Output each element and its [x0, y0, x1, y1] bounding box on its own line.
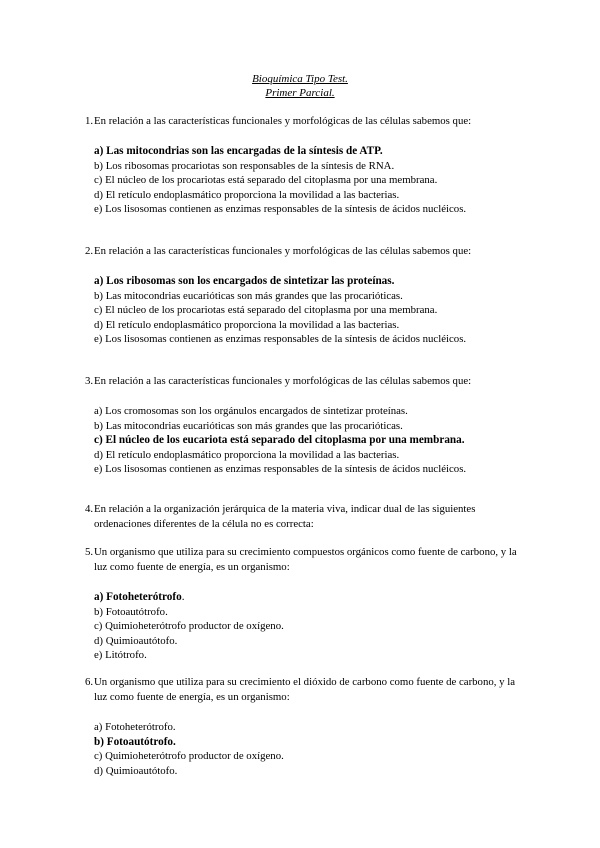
option-c: c) El núcleo de los procariotas está separado del citoplasma por una membrana. — [94, 174, 438, 186]
option-b: b) Los ribosomas procariotas son responsables de la síntesis de RNA. — [94, 159, 395, 172]
option-c: c) Quimioheterótrofo productor de oxígeno. — [94, 750, 284, 762]
options-list — [85, 274, 525, 347]
option-a: a) Los ribosomas son los encargados de sintetizar las proteínas. — [94, 275, 395, 287]
question-stem — [85, 675, 525, 705]
question-number: 5. — [85, 546, 94, 558]
document-subtitle: Primer Parcial. — [265, 87, 335, 99]
question-number: 3. — [85, 375, 94, 387]
option-c: c) El núcleo de los procariotas está separado del citoplasma por una membrana. — [94, 304, 438, 316]
question-text: En relación a las características funcionales y morfológicas de las células sabemos que: — [94, 375, 472, 387]
option-e: e) Los lisosomas contienen as enzimas responsables de la síntesis de ácidos nucléicos. — [94, 333, 467, 345]
question-6 — [85, 675, 525, 778]
question-stem — [85, 114, 525, 129]
question-5 — [85, 545, 525, 663]
option-b: b) Las mitocondrias eucarióticas son más grandes que las procarióticas. — [94, 289, 403, 302]
question-stem — [85, 545, 525, 575]
option-a-text: a) Fotoheterótrofo — [94, 591, 182, 603]
option-d: d) El retículo endoplasmático proporciona la movilidad a las bacterias. — [94, 448, 400, 461]
option-b: b) Fotoautótrofo. — [94, 735, 176, 748]
option-a: a) Los cromosomas son los orgánulos encargados de sintetizar proteínas. — [94, 405, 408, 417]
option-d: d) Quimioautótofo. — [94, 764, 178, 777]
option-c: c) Quimioheterótrofo productor de oxígeno. — [94, 620, 284, 632]
question-stem — [85, 244, 525, 259]
option-a — [94, 590, 525, 605]
question-text: Un organismo que utiliza para su crecimiento el dióxido de carbono como fuente de carbono, y la luz como fuente de energía, es un organismo: — [94, 676, 516, 703]
option-d: d) El retículo endoplasmático proporciona la movilidad a las bacterias. — [94, 188, 400, 201]
option-a: a) Las mitocondrias son las encargadas de la síntesis de ATP. — [94, 145, 383, 157]
option-e: e) Los lisosomas contienen as enzimas responsables de la síntesis de ácidos nucléicos. — [94, 203, 467, 215]
question-4 — [85, 502, 525, 532]
question-1 — [85, 114, 525, 217]
option-d: d) Quimioautótofo. — [94, 634, 178, 647]
option-a: a) Fotoheterótrofo. — [94, 721, 176, 733]
question-text: Un organismo que utiliza para su crecimiento compuestos orgánicos como fuente de carbono, y la luz como fuente de energía, es un organismo: — [94, 546, 517, 573]
question-number: 2. — [85, 245, 94, 257]
question-2 — [85, 244, 525, 347]
question-text: En relación a las características funcionales y morfológicas de las células sabemos que: — [94, 245, 472, 257]
option-a-period: . — [181, 591, 185, 603]
question-number: 6. — [85, 676, 94, 688]
option-d: d) El retículo endoplasmático proporciona la movilidad a las bacterias. — [94, 318, 400, 331]
option-b: b) Fotoautótrofo. — [94, 605, 168, 618]
options-list — [85, 590, 525, 663]
option-c: c) El núcleo de los eucariota está separado del citoplasma por una membrana. — [94, 434, 465, 446]
question-text: En relación a las características funcionales y morfológicas de las células sabemos que: — [94, 115, 472, 127]
question-stem — [85, 502, 525, 532]
options-list — [85, 144, 525, 217]
document-title: Bioquímica Tipo Test. — [252, 73, 348, 85]
option-e: e) Litótrofo. — [94, 649, 147, 661]
question-number: 1. — [85, 115, 94, 127]
option-b: b) Las mitocondrias eucarióticas son más grandes que las procarióticas. — [94, 419, 403, 432]
option-e: e) Los lisosomas contienen as enzimas responsables de la síntesis de ácidos nucléicos. — [94, 463, 467, 475]
options-list — [85, 404, 525, 477]
question-text: En relación a la organización jerárquica de la materia viva, indicar dual de las siguientes ordenaciones diferentes de la célula no es correcta: — [94, 503, 476, 530]
question-3 — [85, 374, 525, 477]
question-number: 4. — [85, 503, 94, 515]
question-stem — [85, 374, 525, 389]
options-list — [85, 720, 525, 778]
